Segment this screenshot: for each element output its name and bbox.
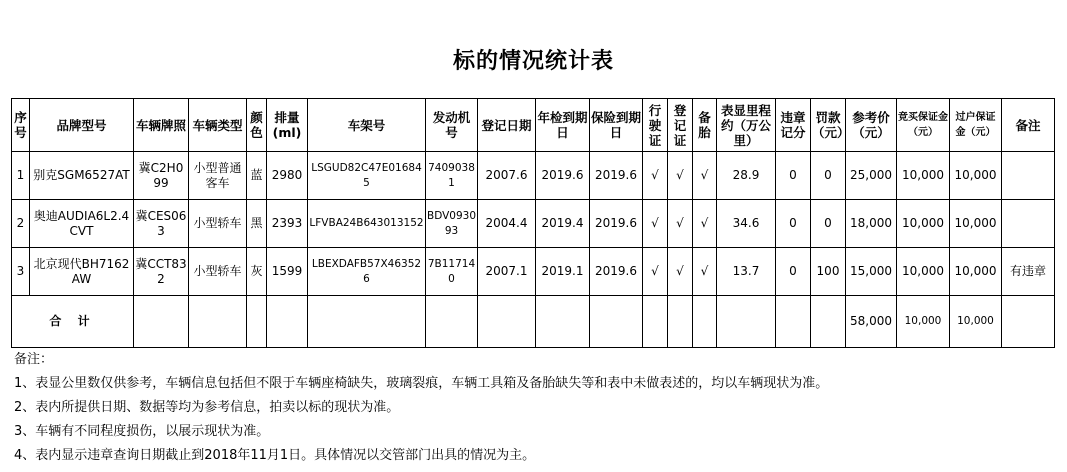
cell-fine: 0 (811, 200, 846, 248)
total-empty (590, 296, 643, 348)
total-empty (308, 296, 426, 348)
table-row (12, 152, 1055, 200)
total-empty (668, 296, 693, 348)
cell-index: 3 (12, 248, 30, 296)
cell-fine: 0 (811, 152, 846, 200)
header-spare: 备胎 (693, 99, 717, 152)
header-inspection: 年检到期日 (536, 99, 590, 152)
note-item: 2、表内所提供日期、数据等均为参考信息，拍卖以标的现状为准。 (14, 400, 400, 415)
header-vin: 车架号 (308, 99, 426, 152)
header-points: 违章记分 (776, 99, 811, 152)
total-empty (811, 296, 846, 348)
cell-model: 北京现代BH7162AW (30, 248, 134, 296)
header-reg-date: 登记日期 (478, 99, 536, 152)
cell-reg-cert: √ (668, 248, 693, 296)
total-empty (478, 296, 536, 348)
cell-license: √ (643, 248, 668, 296)
header-fine: 罚款（元） (811, 99, 846, 152)
notes-section (14, 348, 1059, 468)
total-empty (247, 296, 267, 348)
cell-inspection: 2019.4 (536, 200, 590, 248)
cell-spare: √ (693, 200, 717, 248)
cell-model: 别克SGM6527AT (30, 152, 134, 200)
cell-type: 小型轿车 (189, 200, 247, 248)
cell-price: 25,000 (846, 152, 897, 200)
cell-color: 灰 (247, 248, 267, 296)
cell-reg-cert: √ (668, 152, 693, 200)
cell-color: 黑 (247, 200, 267, 248)
cell-mileage: 34.6 (717, 200, 776, 248)
cell-transfer: 10,000 (950, 248, 1002, 296)
header-mileage: 表显里程约（万公里） (717, 99, 776, 152)
cell-price: 18,000 (846, 200, 897, 248)
cell-reg-date: 2007.1 (478, 248, 536, 296)
header-index: 序号 (12, 99, 30, 152)
cell-index: 1 (12, 152, 30, 200)
header-plate: 车辆牌照 (134, 99, 189, 152)
cell-insurance: 2019.6 (590, 200, 643, 248)
total-deposit: 10,000 (897, 296, 950, 348)
note-item: 4、表内显示违章查询日期截止到2018年11月1日。具体情况以交管部门出具的情况为主。 (14, 448, 536, 463)
total-row (12, 296, 1055, 348)
cell-plate: 冀CES063 (134, 200, 189, 248)
cell-transfer: 10,000 (950, 152, 1002, 200)
cell-displacement: 2980 (267, 152, 308, 200)
cell-plate: 冀C2H099 (134, 152, 189, 200)
total-label: 合 计 (12, 296, 134, 348)
header-engine: 发动机号 (426, 99, 478, 152)
cell-reg-date: 2004.4 (478, 200, 536, 248)
cell-points: 0 (776, 152, 811, 200)
cell-reg-date: 2007.6 (478, 152, 536, 200)
header-displacement: 排量(ml) (267, 99, 308, 152)
vehicle-table (11, 98, 1055, 348)
header-insurance: 保险到期日 (590, 99, 643, 152)
cell-spare: √ (693, 248, 717, 296)
table-row (12, 248, 1055, 296)
total-empty (693, 296, 717, 348)
cell-insurance: 2019.6 (590, 152, 643, 200)
cell-engine: 7B117140 (426, 248, 478, 296)
total-empty (267, 296, 308, 348)
cell-index: 2 (12, 200, 30, 248)
total-empty (643, 296, 668, 348)
header-deposit: 竞买保证金（元） (897, 99, 950, 152)
cell-model: 奥迪AUDIA6L2.4CVT (30, 200, 134, 248)
cell-inspection: 2019.6 (536, 152, 590, 200)
header-row (12, 99, 1055, 152)
cell-type: 小型轿车 (189, 248, 247, 296)
header-reg-cert: 登记证 (668, 99, 693, 152)
cell-color: 蓝 (247, 152, 267, 200)
cell-vin: LSGUD82C47E016845 (308, 152, 426, 200)
total-empty (717, 296, 776, 348)
notes-heading: 备注： (14, 352, 54, 367)
total-price: 58,000 (846, 296, 897, 348)
total-empty (189, 296, 247, 348)
cell-spare: √ (693, 152, 717, 200)
cell-vin: LFVBA24B643013152 (308, 200, 426, 248)
total-empty (134, 296, 189, 348)
cell-mileage: 13.7 (717, 248, 776, 296)
page-title: 标的情况统计表 (452, 48, 614, 74)
header-remark: 备注 (1002, 99, 1055, 152)
header-transfer: 过户保证金（元） (950, 99, 1002, 152)
table-row (12, 200, 1055, 248)
cell-engine: BDV093093 (426, 200, 478, 248)
cell-price: 15,000 (846, 248, 897, 296)
cell-fine: 100 (811, 248, 846, 296)
cell-plate: 冀CCT832 (134, 248, 189, 296)
header-price: 参考价（元） (846, 99, 897, 152)
total-empty (426, 296, 478, 348)
cell-points: 0 (776, 248, 811, 296)
cell-inspection: 2019.1 (536, 248, 590, 296)
note-item: 1、表显公里数仅供参考，车辆信息包括但不限于车辆座椅缺失，玻璃裂痕，车辆工具箱及备胎缺失等和表中未做表述的，均以车辆现状为准。 (14, 376, 829, 391)
total-empty (1002, 296, 1055, 348)
cell-engine: 74090381 (426, 152, 478, 200)
cell-type: 小型普通客车 (189, 152, 247, 200)
cell-deposit: 10,000 (897, 200, 950, 248)
cell-displacement: 1599 (267, 248, 308, 296)
cell-displacement: 2393 (267, 200, 308, 248)
cell-vin: LBEXDAFB57X463526 (308, 248, 426, 296)
cell-remark (1002, 200, 1055, 248)
note-item: 3、车辆有不同程度损伤，以展示现状为准。 (14, 424, 270, 439)
total-empty (536, 296, 590, 348)
cell-license: √ (643, 200, 668, 248)
cell-points: 0 (776, 200, 811, 248)
header-color: 颜色 (247, 99, 267, 152)
header-type: 车辆类型 (189, 99, 247, 152)
cell-reg-cert: √ (668, 200, 693, 248)
header-license: 行驶证 (643, 99, 668, 152)
cell-license: √ (643, 152, 668, 200)
total-empty (776, 296, 811, 348)
total-transfer: 10,000 (950, 296, 1002, 348)
cell-transfer: 10,000 (950, 200, 1002, 248)
cell-mileage: 28.9 (717, 152, 776, 200)
cell-remark (1002, 152, 1055, 200)
header-model: 品牌型号 (30, 99, 134, 152)
cell-insurance: 2019.6 (590, 248, 643, 296)
cell-deposit: 10,000 (897, 152, 950, 200)
cell-deposit: 10,000 (897, 248, 950, 296)
cell-remark: 有违章 (1002, 248, 1055, 296)
